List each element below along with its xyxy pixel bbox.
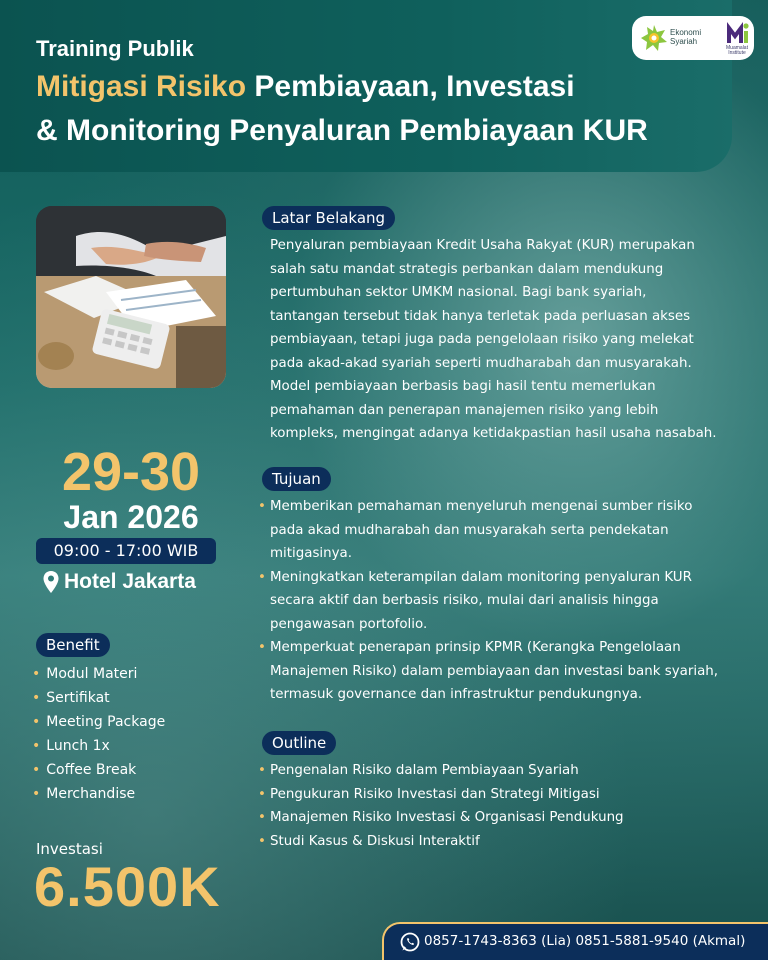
benefit-item: • Meeting Package <box>32 714 166 730</box>
outline-item: • Studi Kasus & Diskusi Interaktif <box>258 833 480 849</box>
investment-label: Investasi <box>36 840 103 858</box>
contact-phone-numbers[interactable]: 0857-1743-8363 (Lia) 0851-5881-9540 (Akmal) <box>424 933 746 949</box>
title-line-1 <box>36 70 575 104</box>
event-month-year: Jan 2026 <box>63 499 199 535</box>
title-rest-1: Pembiayaan, Investasi <box>246 70 575 103</box>
title-line-2: & Monitoring Penyaluran Pembiayaan KUR <box>36 114 648 147</box>
ekonomi-syariah-logo-icon <box>640 24 668 52</box>
objective-item: • Memberikan pemahaman menyeluruh mengenai sumber risiko pada akad mudharabah dan musyarakah serta pendekatan mitigasinya. <box>258 499 693 561</box>
outline-list <box>258 759 754 853</box>
benefit-item: • Sertifikat <box>32 690 110 706</box>
investment-price: 6.500K <box>34 855 221 918</box>
outline-item: • Manajemen Risiko Investasi & Organisasi Pendukung <box>258 810 624 825</box>
benefit-item: • Modul Materi <box>32 666 138 682</box>
partner-logos <box>632 16 754 60</box>
event-time: 09:00 - 17:00 WIB <box>36 538 216 564</box>
contact-bar <box>382 922 768 960</box>
benefit-item: • Coffee Break <box>32 762 137 778</box>
background-heading: Latar Belakang <box>262 206 395 230</box>
outline-heading: Outline <box>262 731 336 755</box>
event-days: 29-30 <box>61 442 201 502</box>
background-paragraph: Penyaluran pembiayaan Kredit Usaha Rakyat (KUR) merupakan salah satu mandat strategis perbankan dalam mendukung pertumbuhan sektor UMKM nasional. Bagi bank syariah, tantangan tersebut tidak hanya terletak pada perluasan akses pembiayaan, tetapi juga pada pengelolaan risiko yang melekat pada akad-akad syariah seperti mudharabah dan musyarakah. Model pembiayaan berbasis bagi hasil tentu memerlukan pemahaman dan penerapan manajemen risiko yang lebih kompleks, mengingat adanya ketidakpastian hasil usaha nasabah. <box>270 238 717 441</box>
ekonomi-syariah-text: Ekonomi Syariah <box>670 28 702 46</box>
objective-heading: Tujuan <box>262 467 331 491</box>
kicker: Training Publik <box>36 36 194 61</box>
handshake-photo <box>36 206 226 388</box>
benefit-heading: Benefit <box>36 633 110 657</box>
outline-item: • Pengenalan Risiko dalam Pembiayaan Syariah <box>258 763 579 778</box>
benefit-list <box>32 662 165 806</box>
objective-item: • Meningkatkan keterampilan dalam monitoring penyaluran KUR secara aktif dan berbasis risiko, mulai dari analisis hingga pengawasan portofolio. <box>258 569 692 632</box>
objective-list <box>258 495 754 707</box>
muamalat-institute-logo-icon <box>726 20 752 46</box>
location-pin-icon <box>42 570 60 594</box>
location-text: Hotel Jakarta <box>64 570 196 593</box>
title-highlight: Mitigasi Risiko <box>36 70 247 103</box>
whatsapp-icon <box>400 932 420 952</box>
handshake-photo-illustration <box>36 206 226 388</box>
muamalat-institute-text: Muamalat Institute <box>726 45 748 56</box>
benefit-item: • Lunch 1x <box>32 738 110 754</box>
benefit-item: • Merchandise <box>32 786 136 802</box>
objective-item: • Memperkuat penerapan prinsip KPMR (Kerangka Pengelolaan Manajemen Risiko) dalam pembiayaan dan investasi bank syariah, termasuk governance dan infrastruktur pendukungnya. <box>258 640 719 702</box>
outline-item: • Pengukuran Risiko Investasi dan Strategi Mitigasi <box>258 786 600 802</box>
